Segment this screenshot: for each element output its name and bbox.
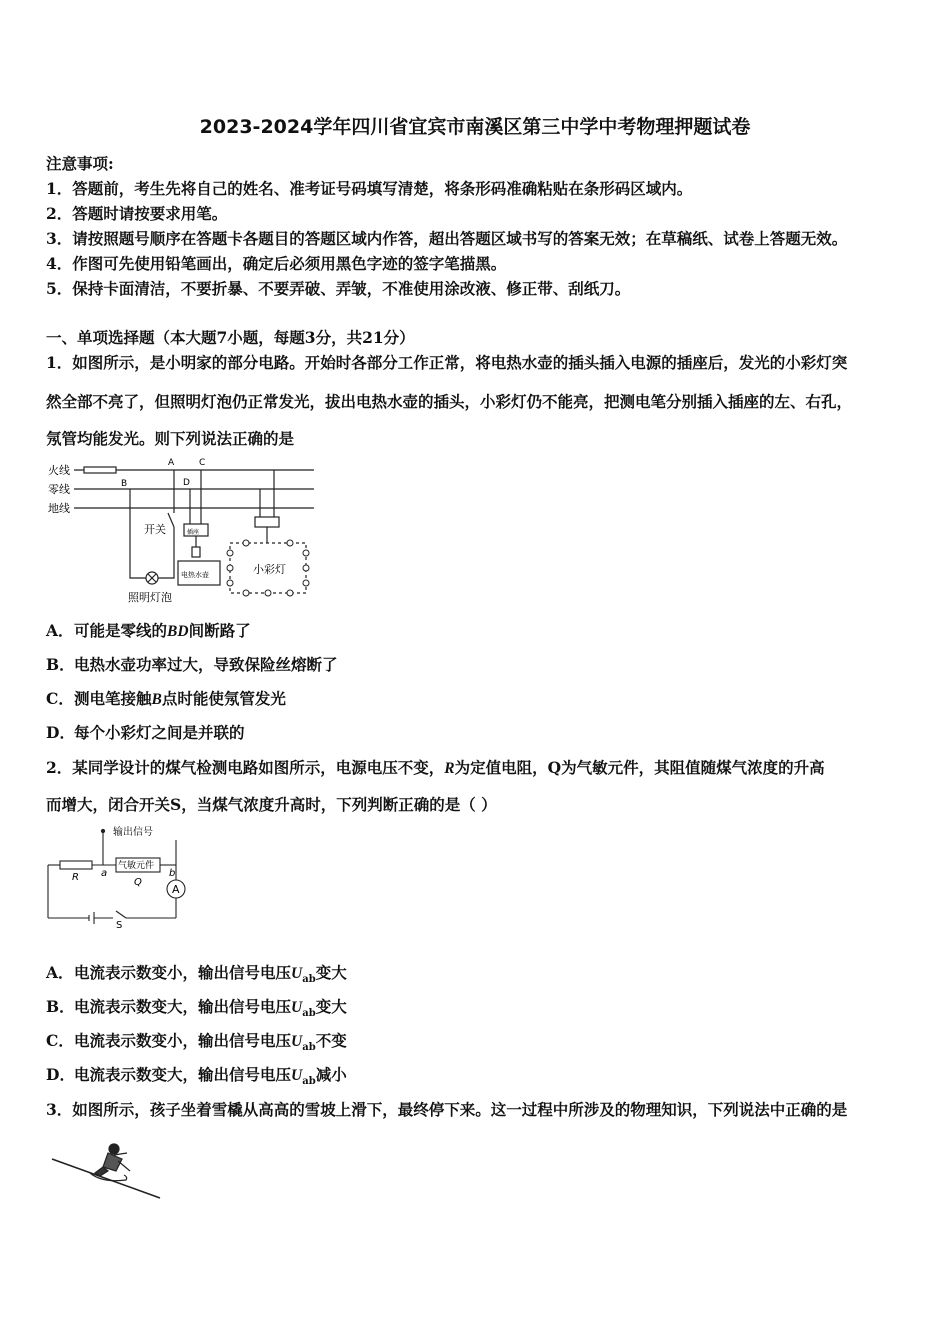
- option-math: U: [291, 1067, 303, 1084]
- live-wire-label: 火线: [48, 464, 70, 477]
- option-key: B．: [46, 655, 75, 674]
- option-text: 点时能使氖管发光: [161, 689, 286, 708]
- notice-item: 1．答题前，考生先将自己的姓名、准考证号码填写清楚，将条形码准确粘贴在条形码区域内。: [46, 179, 693, 198]
- q1-stem-line: 氖管均能发光。则下列说法正确的是: [46, 429, 295, 448]
- option-key: C．: [46, 689, 74, 708]
- option-key: A．: [46, 963, 74, 982]
- option-math: B: [151, 691, 162, 708]
- q3-stem-line: 3．如图所示，孩子坐着雪橇从高高的雪坡上滑下，最终停下来。这一过程中所涉及的物理知识，下列说法中正确的是: [46, 1100, 848, 1119]
- q2-option-d[interactable]: [46, 1063, 347, 1087]
- socket-label: 插座: [187, 529, 200, 536]
- option-text: 变大: [315, 963, 347, 982]
- q2-stem-line: 而增大，闭合开关S，当煤气浓度升高时，下列判断正确的是（ ）: [46, 795, 497, 814]
- option-sub: ab: [302, 1076, 316, 1088]
- point-c-label: C: [199, 458, 206, 468]
- option-text: 电流表示数变大，输出信号电压: [74, 1065, 292, 1084]
- option-text: 每个小彩灯之间是并联的: [74, 723, 245, 742]
- option-text: 电流表示数变小，输出信号电压: [74, 963, 292, 982]
- switch-s-label: S: [116, 920, 123, 930]
- point-a-label: a: [101, 868, 108, 879]
- element-q-label: Q: [134, 877, 142, 888]
- option-sub: ab: [302, 974, 316, 986]
- ammeter-label: A: [172, 883, 180, 896]
- option-sub: ab: [302, 1042, 316, 1054]
- q2-stem-text: 为定值电阻，Q为气敏元件，其阻值随煤气浓度的升高: [454, 758, 825, 777]
- q1-circuit-figure: [46, 455, 316, 605]
- option-key: A．: [46, 621, 74, 640]
- q2-circuit-figure: [46, 822, 196, 930]
- kettle-label: 电热水壶: [181, 571, 209, 579]
- q2-stem-text: 2．某同学设计的煤气检测电路如图所示，电源电压不变，: [46, 758, 445, 777]
- q1-option-d[interactable]: [46, 721, 245, 743]
- option-text: 电流表示数变大，输出信号电压: [74, 997, 292, 1016]
- small-lights-label: 小彩灯: [253, 563, 286, 576]
- q2-option-b[interactable]: [46, 995, 347, 1019]
- q1-stem-line: 1．如图所示，是小明家的部分电路。开始时各部分工作正常，将电热水壶的插头插入电源的插座后，发光的小彩灯突: [46, 353, 848, 372]
- option-text: 间断路了: [188, 621, 251, 640]
- q2-option-c[interactable]: [46, 1029, 347, 1053]
- q3-sled-figure: [48, 1133, 168, 1203]
- section-heading: 一、单项选择题（本大题7小题，每题3分，共21分）: [46, 328, 415, 347]
- option-key: C．: [46, 1031, 74, 1050]
- option-key: D．: [46, 1065, 75, 1084]
- option-math: BD: [167, 623, 189, 640]
- option-math: U: [291, 1033, 303, 1050]
- option-text: 电热水壶功率过大，导致保险丝熔断了: [74, 655, 338, 674]
- q2-stem-line: [46, 756, 825, 778]
- switch-label: 开关: [144, 523, 166, 536]
- option-text: 变大: [315, 997, 347, 1016]
- point-b-label: b: [169, 868, 176, 879]
- notice-item: 5．保持卡面清洁，不要折暴、不要弄破、弄皱，不准使用涂改液、修正带、刮纸刀。: [46, 279, 631, 298]
- output-signal-label: 输出信号: [113, 827, 153, 838]
- option-text: 不变: [315, 1031, 347, 1050]
- option-sub: ab: [302, 1008, 316, 1020]
- option-text: 测电笔接触: [74, 689, 152, 708]
- q1-stem-line: 然全部不亮了，但照明灯泡仍正常发光，拔出电热水壶的插头，小彩灯仍不能亮，把测电笔分别插入插座的左、右孔，: [46, 392, 853, 411]
- point-d-label: D: [183, 478, 190, 488]
- option-key: B．: [46, 997, 75, 1016]
- notice-item: 2．答题时请按要求用笔。: [46, 204, 228, 223]
- option-text: 电流表示数变小，输出信号电压: [74, 1031, 292, 1050]
- option-math: U: [291, 965, 303, 982]
- q1-option-c[interactable]: [46, 687, 286, 709]
- option-text: 减小: [315, 1065, 347, 1084]
- bulb-label: 照明灯泡: [128, 591, 172, 604]
- option-text: 可能是零线的: [74, 621, 168, 640]
- notice-heading: 注意事项:: [46, 154, 114, 173]
- q2-stem-math: R: [444, 760, 455, 777]
- notice-item: 4．作图可先使用铅笔画出，确定后必须用黑色字迹的签字笔描黑。: [46, 254, 507, 273]
- neutral-wire-label: 零线: [48, 483, 70, 496]
- q1-option-a[interactable]: [46, 619, 251, 641]
- resistor-r-label: R: [72, 872, 79, 883]
- page-title: 2023-2024学年四川省宜宾市南溪区第三中学中考物理押题试卷: [199, 116, 751, 138]
- point-b-label: B: [121, 479, 128, 489]
- gas-element-label: 气敏元件: [118, 861, 155, 871]
- point-a-label: A: [168, 458, 175, 468]
- q2-option-a[interactable]: [46, 961, 347, 985]
- ground-wire-label: 地线: [48, 502, 70, 515]
- option-key: D．: [46, 723, 75, 742]
- notice-item: 3．请按照题号顺序在答题卡各题目的答题区域内作答，超出答题区域书写的答案无效；在草稿纸、试卷上答题无效。: [46, 229, 848, 248]
- option-math: U: [291, 999, 303, 1016]
- q1-option-b[interactable]: [46, 653, 338, 675]
